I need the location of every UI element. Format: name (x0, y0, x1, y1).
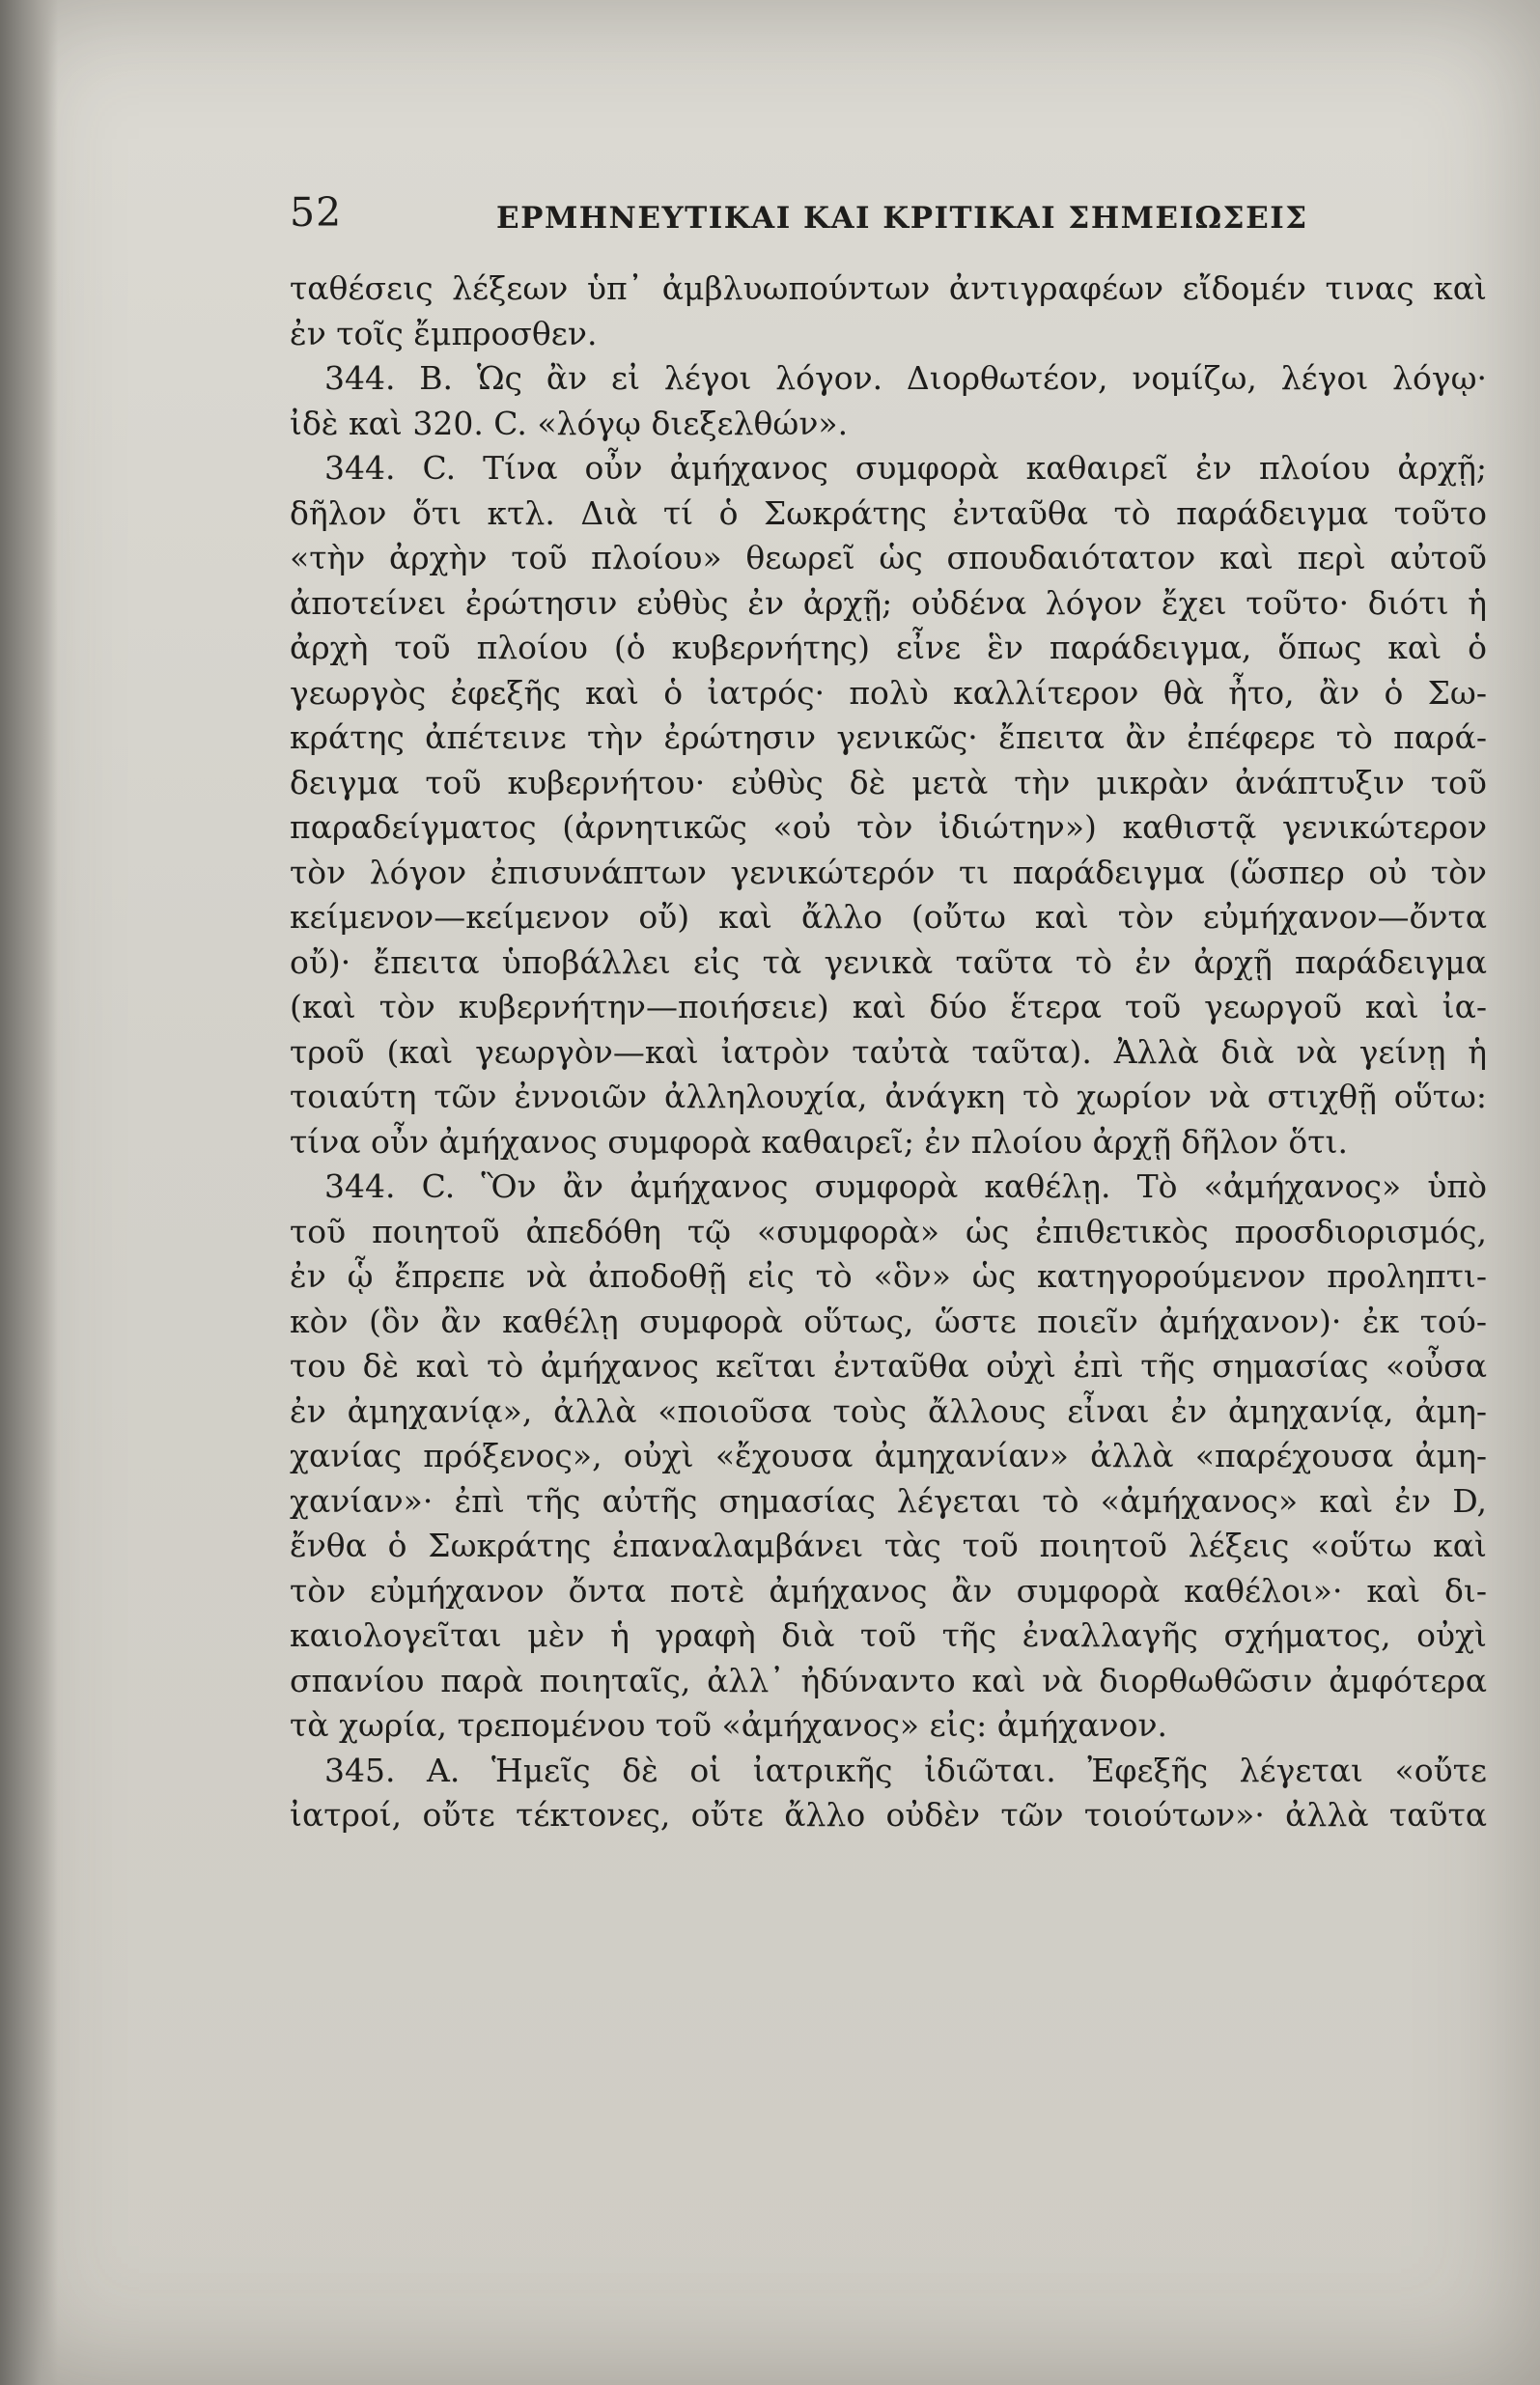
text-line: οὔ)· ἔπειτα ὑποβάλλει εἰς τὰ γενικὰ ταῦτα τὸ ἐν ἀρχῇ παράδειγμα (290, 942, 1487, 981)
text-line: κὸν (ὃν ἂν καθέλῃ συμφορὰ οὕτως, ὥστε ποιεῖν ἀμήχανον)· ἐκ τού- (290, 1302, 1487, 1340)
text-line: χανίαν»· ἐπὶ τῆς αὐτῆς σημασίας λέγεται τὸ «ἀμήχανος» καὶ ἐν D, (290, 1481, 1487, 1520)
text-line: τὸν εὐμήχανον ὄντα ποτὲ ἀμήχανος ἂν συμφορὰ καθέλοι»· καὶ δι- (290, 1571, 1487, 1610)
text-line: τὰ χωρία, τρεπομένου τοῦ «ἀμήχανος» εἰς: ἀμήχανον. (290, 1706, 1167, 1744)
text-line: τοιαύτη τῶν ἐννοιῶν ἀλληλουχία, ἀνάγκη τὸ χωρίον νὰ στιχθῇ οὕτω: (290, 1078, 1487, 1115)
text-line: κράτης ἀπέτεινε τὴν ἐρώτησιν γενικῶς· ἔπειτα ἂν ἐπέφερε τὸ παρά- (290, 718, 1487, 756)
text-line: 345. A. Ἡμεῖς δὲ οἱ ἰατρικῆς ἰδιῶται. Ἐφεξῆς λέγεται «οὔτε (324, 1751, 1487, 1789)
text-line: παραδείγματος (ἀρνητικῶς «οὐ τὸν ἰδιώτην») καθιστᾷ γενικώτερον (290, 808, 1487, 846)
text-line: ἔνθα ὁ Σωκράτης ἐπαναλαμβάνει τὰς τοῦ ποιητοῦ λέξεις «οὕτω καὶ (290, 1527, 1487, 1564)
text-line: «τὴν ἀρχὴν τοῦ πλοίου» θεωρεῖ ὡς σπουδαιότατον καὶ περὶ αὐτοῦ (290, 539, 1487, 576)
text-line: ἰατροί, οὔτε τέκτονες, οὔτε ἄλλο οὐδὲν τῶν τοιούτων»· ἀλλὰ ταῦτα (290, 1796, 1487, 1834)
running-title: ΕΡΜΗΝΕΥΤΙΚΑΙ ΚΑΙ ΚΡΙΤΙΚΑΙ ΣΗΜΕΙΩΣΕΙΣ (496, 201, 1308, 236)
text-line: ἐν ᾧ ἔπρεπε νὰ ἀποδοθῇ εἰς τὸ «ὃν» ὡς κατηγορούμενον προληπτι- (290, 1257, 1487, 1295)
text-line: ἰδὲ καὶ 320. C. «λόγῳ διεξελθών». (290, 404, 849, 442)
text-line: ἐν ἀμηχανίᾳ», ἀλλὰ «ποιοῦσα τοὺς ἄλλους εἶναι ἐν ἀμηχανίᾳ, ἀμη- (290, 1391, 1487, 1430)
text-line: 344. B. Ὡς ἂν εἰ λέγοι λόγον. Διορθωτέον, νομίζω, λέγοι λόγῳ· (324, 359, 1487, 397)
text-line: του δὲ καὶ τὸ ἀμήχανος κεῖται ἐνταῦθα οὐχὶ ἐπὶ τῆς σημασίας «οὖσα (290, 1347, 1487, 1385)
text-line: δῆλον ὅτι κτλ. Διὰ τί ὁ Σωκράτης ἐνταῦθα τὸ παράδειγμα τοῦτο (290, 493, 1487, 532)
text-line: δειγμα τοῦ κυβερνήτου· εὐθὺς δὲ μετὰ τὴν μικρὰν ἀνάπτυξιν τοῦ (290, 763, 1487, 801)
text-line: σπανίου παρὰ ποιηταῖς, ἀλλ᾽ ἠδύναντο καὶ νὰ διορθωθῶσιν ἀμφότερα (290, 1661, 1487, 1699)
text-line: ἐν τοῖς ἔμπροσθεν. (290, 314, 598, 352)
text-line: ἀρχὴ τοῦ πλοίου (ὁ κυβερνήτης) εἶνε ἓν παράδειγμα, ὅπως καὶ ὁ (290, 629, 1487, 666)
text-line: κείμενον—κείμενον οὔ) καὶ ἄλλο (οὔτω καὶ τὸν εὐμήχανον—ὄντα (290, 898, 1487, 936)
page-gutter-shadow (0, 0, 58, 2385)
body-text (290, 267, 1487, 1838)
text-line: ἀποτείνει ἐρώτησιν εὐθὺς ἐν ἀρχῇ; οὐδένα λόγον ἔχει τοῦτο· διότι ἡ (290, 583, 1487, 622)
text-line: ταθέσεις λέξεων ὑπ᾽ ἀμβλυωπούντων ἀντιγραφέων εἴδομέν τινας καὶ (290, 269, 1487, 307)
text-line: καιολογεῖται μὲν ἡ γραφὴ διὰ τοῦ τῆς ἐναλλαγῆς σχήματος, οὐχὶ (290, 1616, 1487, 1654)
text-line: τίνα οὖν ἀμήχανος συμφορὰ καθαιρεῖ; ἐν πλοίου ἀρχῇ δῆλον ὅτι. (290, 1122, 1348, 1161)
text-line: τοῦ ποιητοῦ ἀπεδόθη τῷ «συμφορὰ» ὡς ἐπιθετικὸς προσδιορισμός, (290, 1212, 1487, 1250)
text-line: γεωργὸς ἐφεξῆς καὶ ὁ ἰατρός· πολὺ καλλίτερον θὰ ἦτο, ἂν ὁ Σω- (290, 673, 1487, 712)
text-line: χανίας πρόξενος», οὐχὶ «ἔχουσα ἀμηχανίαν» ἀλλὰ «παρέχουσα ἀμη- (290, 1437, 1487, 1474)
text-line: (καὶ τὸν κυβερνήτην—ποιήσειε) καὶ δύο ἕτερα τοῦ γεωργοῦ καὶ ἰα- (290, 988, 1487, 1025)
text-line: τὸν λόγον ἐπισυνάπτων γενικώτερόν τι παράδειγμα (ὥσπερ οὐ τὸν (290, 853, 1487, 891)
page-number: 52 (290, 189, 343, 236)
text-line: 344. C. Τίνα οὖν ἀμήχανος συμφορὰ καθαιρεῖ ἐν πλοίου ἀρχῇ; (324, 449, 1487, 487)
text-line: 344. C. Ὃν ἂν ἀμήχανος συμφορὰ καθέλῃ. Τὸ «ἀμήχανος» ὑπὸ (324, 1167, 1487, 1205)
text-line: τροῦ (καὶ γεωργὸν—καὶ ἰατρὸν ταὐτὰ ταῦτα). Ἀλλὰ διὰ νὰ γείνῃ ἡ (290, 1032, 1487, 1071)
